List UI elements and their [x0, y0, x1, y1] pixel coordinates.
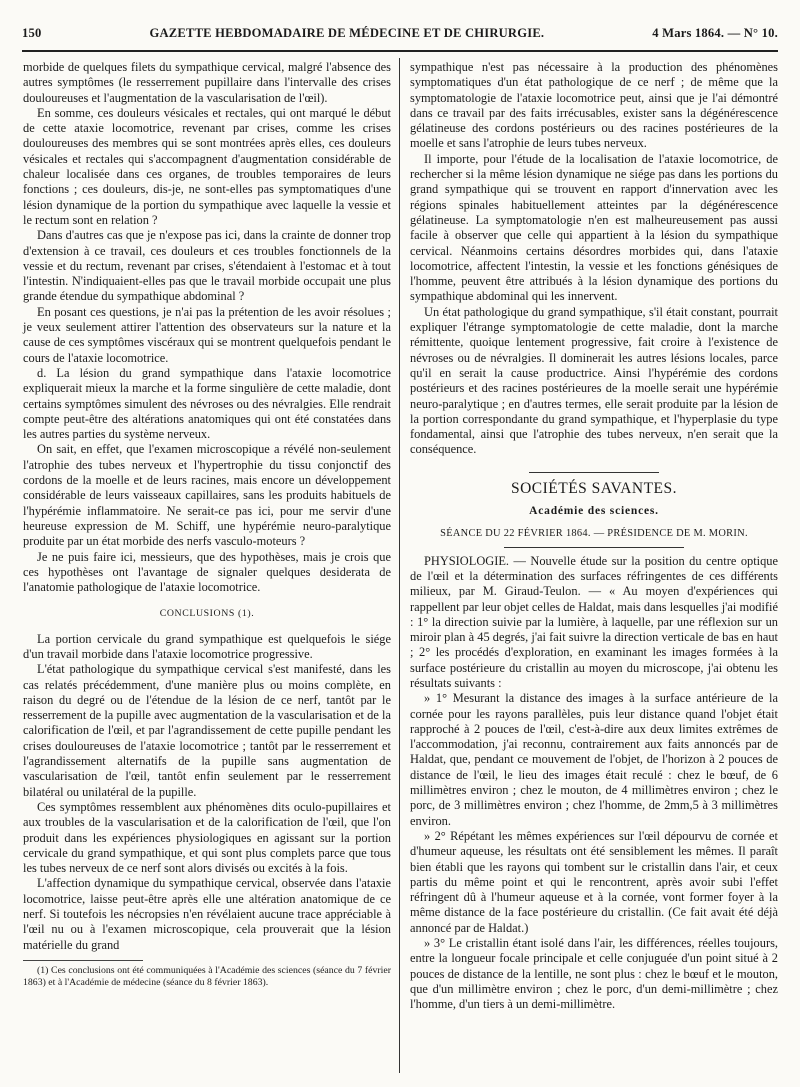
paragraph: Il importe, pour l'étude de la localisation de l'ataxie locomotrice, de rechercher si la même lésion dynamique ne siége pas dans les portions du grand sympathique qui se trouvent en rapport d'innervation avec les régions spinales habituellement atteintes par la dégénérescence gélatineuse. La symptomatologie n'en est malheureusement pas aussi facile à observer que celle qui appartient à la lésion du sympathique cervical. Néanmoins certains désordres morbides qui, dans l'ataxie locomotrice, affectent l'intestin, la vessie et les fonctions génésiques de l'homme, peuvent être attribués à la lésion dynamique des portions du sympathique abdominal qui les innervent. [410, 151, 778, 304]
conclusion-paragraph: Ces symptômes ressemblent aux phénomènes dits oculo-pupillaires et aux troubles de la vascularisation et de la calorification de l'œil, que l'on produit dans les expériences physiologiques en agissant sur la portion cervicale du grand sympathique, et qui sont plus complets parce que tous les tubes nerveux de ce nerf sont alors divisés ou excités à la fois. [23, 799, 391, 876]
paragraph: En somme, ces douleurs vésicales et rectales, qui ont marqué le début de cette ataxie locomotrice, revenant par crises, comme les crises douloureuses des membres qui se sont montrées après elles, ces douleurs vésicales et rectales qui s'accompagnent d'augmentation considérable de chaleur localisée dans ces organes, de troubles temporaires de leurs fonctions ; ces douleurs, dis-je, ne sont-elles pas symptomatiques d'une lésion dynamique de la portion du sympathique avec laquelle la vessie et le rectum sont en relation ? [23, 105, 391, 227]
left-column [23, 60, 391, 990]
paragraph: Je ne puis faire ici, messieurs, que des hypothèses, mais je crois que ces hypothèses ont l'avantage de signaler quelques desiderata de l'anatomie pathologique de l'ataxie locomotrice. [23, 549, 391, 595]
academy-heading: Académie des sciences. [529, 505, 659, 518]
section-title: SOCIÉTÉS SAVANTES. [510, 479, 678, 497]
paragraph: Dans d'autres cas que je n'expose pas ici, dans la crainte de donner trop d'extension à ce travail, ces douleurs et ces troubles fonctionnels de la vessie et du rectum, revenant par crises, s'étendaient à l'estomac et à tout l'intestin. N'indiquaient-elles pas que le travail morbide occupait une plus grande étendue du sympathique abdominal ? [23, 228, 391, 304]
conclusion-paragraph: La portion cervicale du grand sympathique est quelquefois le siége d'un travail morbide dans l'ataxie locomotrice progressive. [23, 631, 391, 661]
paragraph: Un état pathologique du grand sympathique, s'il était constant, pourrait expliquer l'étrange symptomatologie de cette maladie, dont la marche rémittente, quoique lentement progressive, fait croire à l'existence de névroses ou de névralgies. Il dominerait les autres lésions locales, parce qu'il en serait la cause productrice. Ainsi l'hypérémie des cordons postérieurs et des racines postérieures de la moelle serait une hypérémie neuro-paralytique ; en d'autres termes, elle serait produite par la lésion de la portion correspondante du grand sympathique, et l'hyperplasie du type fondamental, ainsi que l'atrophie des tubes nerveux, n'en serait que la conséquence. [410, 304, 778, 457]
conclusion-paragraph: L'affection dynamique du sympathique cervical, observée dans l'ataxie locomotrice, laisse peut-être après elle une altération anatomique de ce nerf. Si toutefois les nécropsies n'en révélaient aucune trace appréciable à l'œil nu ou à l'examen microscopique, cela prouverait que la lésion matérielle du grand [23, 876, 391, 952]
journal-title: GAZETTE HEBDOMADAIRE DE MÉDECINE ET DE CHIRURGIE. [149, 26, 545, 40]
paragraph: morbide de quelques filets du sympathique cervical, malgré l'absence des autres symptômes (le resserrement pupillaire dans l'intervalle des crises douloureuses et l'augmentation de la vascularisation de l'œil). [23, 60, 391, 105]
conclusions-heading: CONCLUSIONS (1). [159, 608, 255, 620]
physiology-intro: PHYSIOLOGIE. — Nouvelle étude sur la position du centre optique de l'œil et la détermination des surfaces réfringentes de ces différents milieux, par M. Giraud-Teulon. — « Au moyen d'expériences qui rappellent par leur objet celles de Haldat, mais dans lesquelles j'ai modifié : 1° la direction suivie par la lumière, à laquelle, par une réflexion sur un miroir plan à 45 degrés, j'ai fait suivre la direction verticale de bas en haut ; 2° les procédés d'exploration, en examinant les images formées à la surface postérieure du cristallin au moyen du microscope, j'ai obtenu les résultats suivants : [410, 553, 778, 690]
conclusion-paragraph: L'état pathologique du sympathique cervical s'est manifesté, dans les cas relatés précédemment, d'une manière plus ou moins complète, en raison du degré ou de l'étendue de la lésion de ce nerf, tantôt par le resserrement de la pupille avec augmentation de la vascularisation et de la calorification de l'œil, et par l'agrandissement de cette pupille pendant les crises douloureuses de l'ataxie locomotrice ; tantôt par le resserrement et l'agrandissement alternatifs de la pupille sans augmentation de vascularisation de l'œil, tantôt enfin seulement par le resserrement bilatéral ou unilatéral de la pupille. [23, 662, 391, 799]
paragraph: On sait, en effet, que l'examen microscopique a révélé non-seulement l'atrophie des tubes nerveux et l'hypertrophie du tissu conjonctif des cordons de la moelle et de leurs racines, mais encore un développement considérable de leurs vaisseaux capillaires, sans les produits habituels de l'hypérémie inflammatoire. Ne serait-ce pas ici, pour me servir d'une heureuse expression de M. Schiff, une hypérémie neuro-paralytique produite par un état morbide des nerfs vasculo-moteurs ? [23, 442, 391, 549]
issue-date: 4 Mars 1864. — N° 10. [652, 26, 778, 40]
result-paragraph: » 3° Le cristallin étant isolé dans l'air, les différences, réelles toujours, entre la longueur focale principale et celle conjuguée d'un point situé à 2 pouces de distance de la lentille, ne sont plus : chez le bœuf et le mouton, que d'un millimètre environ ; chez le porc, d'un demi-millimètre ; chez l'homme, d'un tiers à un demi-millimètre. [410, 936, 778, 1012]
header-rule [22, 50, 778, 52]
right-column [410, 60, 778, 1013]
page-number: 150 [22, 26, 42, 40]
paragraph: En posant ces questions, je n'ai pas la prétention de les avoir résolues ; je veux seulement attirer l'attention des observateurs sur la nature et la cause de ces symptômes viscéraux qui se montrent quelquefois pendant le cours de l'ataxie locomotrice. [23, 304, 391, 365]
section-rule [529, 472, 659, 473]
result-paragraph: » 1° Mesurant la distance des images à la surface antérieure de la cornée pour les rayons parallèles, puis leur distance quand l'objet était rapproché à 2 pouces de l'œil, c'est-à-dire aux deux limites extrêmes de l'accommodation, j'ai reconnu, contrairement aux faits annoncés par de Haldat, que, pendant ce mouvement de l'objet, de l'horizon à 2 pouces de distance de l'œil, le lieu des images était reculé : chez le bœuf, de 6 millimètres environ ; chez le mouton, de 4 millimètres environ ; chez le porc, de 3 millimètres environ ; chez l'homme, de 2mm,5 à 3 millimètres environ. [410, 691, 778, 828]
column-separator [399, 58, 400, 1073]
seance-line: SÉANCE DU 22 FÉVRIER 1864. — PRÉSIDENCE DE M. MORIN. [440, 528, 748, 540]
footnote-rule [23, 960, 143, 961]
result-paragraph: » 2° Répétant les mêmes expériences sur l'œil dépourvu de cornée et d'humeur aqueuse, les résultats ont été sensiblement les mêmes. Il paraît bien établi que les rayons qui tombent sur le cristallin dans l'air, et ceux partis du même point et qui le rencontrent, après avoir subi l'effet réfringent dû à l'humeur aqueuse et à la cornée, vont former foyer à la même distance de la face postérieure du cristallin. (Ce fait avait été déjà annoncé par de Haldat.) [410, 828, 778, 935]
footnote: (1) Ces conclusions ont été communiquées à l'Académie des sciences (séance du 7 février 1863) et à l'Académie de médecine (séance du 8 février 1863). [23, 964, 391, 989]
running-header [22, 26, 778, 48]
paragraph: sympathique n'est pas nécessaire à la production des phénomènes symptomatiques d'un état pathologique de ce nerf ; de même que la symptomatologie de l'ataxie locomotrice peut, ainsi que je l'ai démontré dans ce travail par des faits irrécusables, exister sans la dégénérescence gélatineuse des cordons postérieurs ou des racines postérieures de la moelle et sans l'atrophie de leurs tubes nerveux. [410, 60, 778, 151]
paragraph: d. La lésion du grand sympathique dans l'ataxie locomotrice expliquerait mieux la marche et la forme singulière de cette maladie, dont certains symptômes simulent des névroses ou des névralgies. Elle rendrait compte peut-être des altérations anatomiques qui ont été constatées dans les autres parties du système nerveux. [23, 365, 391, 442]
seance-rule [504, 547, 684, 548]
